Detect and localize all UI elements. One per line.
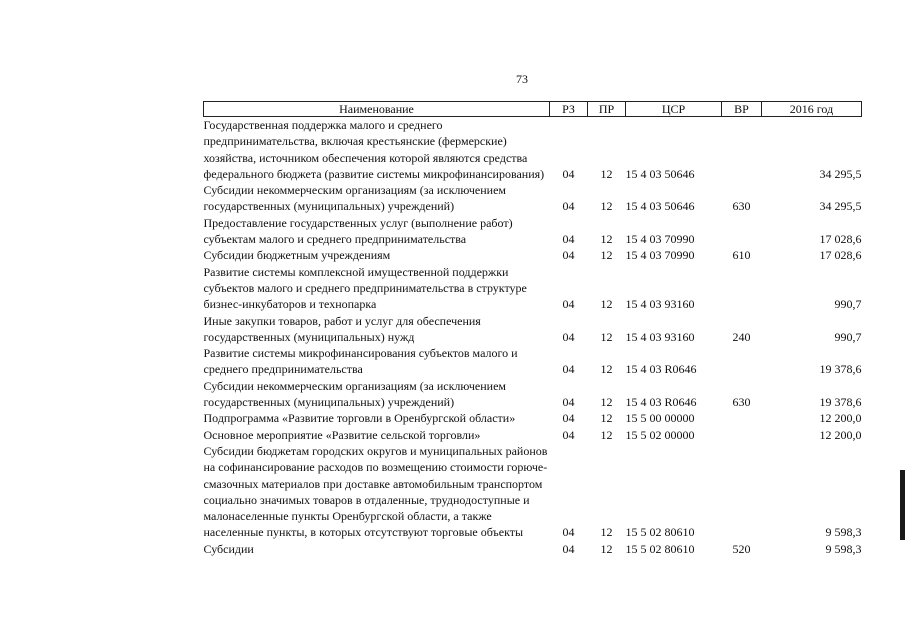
row-pr: 12 <box>600 297 613 312</box>
row-pr: 12 <box>600 362 613 377</box>
row-csr: 15 4 03 50646 <box>625 199 695 214</box>
row-name: Основное мероприятие «Развитие сельской торговли» <box>203 427 481 442</box>
row-name: Развитие системы микрофинансирования субъектов малого и среднего предпринимательства <box>203 346 518 377</box>
row-vr: 630 <box>732 395 751 410</box>
row-pr: 12 <box>600 395 613 410</box>
header-vr: ВР <box>722 102 762 117</box>
row-rz: 04 <box>562 427 575 442</box>
row-vr: 630 <box>732 199 751 214</box>
row-pr: 12 <box>600 411 613 426</box>
table-row <box>204 182 862 215</box>
row-vr <box>722 345 762 378</box>
table-row <box>204 215 862 248</box>
header-name: Наименование <box>204 102 550 117</box>
row-sum: 19 378,6 <box>819 395 862 410</box>
row-pr: 12 <box>600 232 613 247</box>
header-rz: РЗ <box>550 102 588 117</box>
row-sum: 17 028,6 <box>819 232 862 247</box>
row-sum: 12 200,0 <box>819 411 862 426</box>
row-csr: 15 4 03 50646 <box>625 166 695 181</box>
row-csr: 15 4 03 R0646 <box>625 395 697 410</box>
row-rz: 04 <box>562 248 575 263</box>
row-sum: 34 295,5 <box>819 166 862 181</box>
row-sum: 34 295,5 <box>819 199 862 214</box>
page-number: 73 <box>516 72 528 86</box>
header-sum: 2016 год <box>762 102 862 117</box>
row-sum: 17 028,6 <box>819 248 862 263</box>
row-csr: 15 5 02 80610 <box>625 525 695 540</box>
row-csr: 15 4 03 70990 <box>625 232 695 247</box>
row-vr: 520 <box>732 541 751 556</box>
row-pr: 12 <box>600 329 613 344</box>
table-row <box>204 264 862 313</box>
row-rz: 04 <box>562 166 575 181</box>
row-vr <box>722 215 762 248</box>
row-pr: 12 <box>600 541 613 556</box>
row-csr: 15 5 02 00000 <box>625 427 695 442</box>
row-name: Развитие системы комплексной имущественной поддержки субъектов малого и среднего предпринимательства в структуре бизнес-инкубаторов и технопарка <box>203 264 527 312</box>
row-sum: 990,7 <box>834 329 862 344</box>
row-name: Государственная поддержка малого и среднего предпринимательства, включая крестьянские (фермерские) хозяйства, источником обеспечения которой являются средства федерального бюджета (развитие системы микрофинансирования) <box>203 118 545 181</box>
table-row <box>204 541 862 557</box>
row-sum: 9 598,3 <box>825 525 862 540</box>
row-name: Субсидии некоммерческим организациям (за исключением государственных (муниципальных) учреждений) <box>203 378 507 410</box>
row-rz: 04 <box>562 329 575 344</box>
table-row <box>204 345 862 378</box>
row-name: Субсидии <box>203 541 254 556</box>
row-pr: 12 <box>600 427 613 442</box>
table-header-row <box>204 102 862 117</box>
table-row <box>204 410 862 426</box>
row-rz: 04 <box>562 411 575 426</box>
row-name: Субсидии бюджетным учреждениям <box>203 248 391 263</box>
row-pr: 12 <box>600 525 613 540</box>
header-csr: ЦСР <box>626 102 722 117</box>
row-sum: 12 200,0 <box>819 427 862 442</box>
row-sum: 9 598,3 <box>825 541 862 556</box>
table-row <box>204 427 862 443</box>
row-rz: 04 <box>562 525 575 540</box>
row-pr: 12 <box>600 199 613 214</box>
table-row <box>204 378 862 411</box>
row-pr: 12 <box>600 166 613 181</box>
row-csr: 15 4 03 70990 <box>625 248 695 263</box>
row-rz: 04 <box>562 362 575 377</box>
row-vr <box>722 443 762 541</box>
row-rz: 04 <box>562 541 575 556</box>
row-csr: 15 5 00 00000 <box>625 411 695 426</box>
row-csr: 15 5 02 80610 <box>625 541 695 556</box>
row-name: Субсидии некоммерческим организациям (за исключением государственных (муниципальных) учреждений) <box>203 183 507 214</box>
row-vr: 240 <box>732 329 751 344</box>
table-row <box>204 313 862 346</box>
table-row <box>204 247 862 263</box>
row-vr: 610 <box>732 248 751 263</box>
row-sum: 19 378,6 <box>819 362 862 377</box>
row-name: Предоставление государственных услуг (выполнение работ) субъектам малого и среднего предпринимательства <box>203 215 513 247</box>
row-rz: 04 <box>562 232 575 247</box>
row-csr: 15 4 03 93160 <box>625 329 695 344</box>
budget-table <box>203 101 862 557</box>
row-name: Субсидии бюджетам городских округов и муниципальных районов на софинансирование расходов по возмещению стоимости горюче-смазочных материалов при доставке автомобильным транспортом социально значимых товаров в отдаленные, труднодоступные и малонаселенные пункты Оренбургской области, а также населенные пункты, в которых отсутствуют торговые объекты <box>203 443 548 540</box>
row-name: Иные закупки товаров, работ и услуг для обеспечения государственных (муниципальных) нужд <box>203 313 481 344</box>
row-vr <box>722 264 762 313</box>
row-sum: 990,7 <box>834 297 862 312</box>
row-csr: 15 4 03 93160 <box>625 297 695 312</box>
header-pr: ПР <box>588 102 626 117</box>
row-rz: 04 <box>562 199 575 214</box>
row-vr <box>722 117 762 183</box>
scan-edge-mark <box>900 470 905 540</box>
row-csr: 15 4 03 R0646 <box>625 362 697 377</box>
row-rz: 04 <box>562 297 575 312</box>
row-vr <box>722 410 762 426</box>
row-name: Подпрограмма «Развитие торговли в Оренбургской области» <box>203 411 516 426</box>
row-rz: 04 <box>562 395 575 410</box>
table-row <box>204 443 862 541</box>
table-row <box>204 117 862 183</box>
row-pr: 12 <box>600 248 613 263</box>
row-vr <box>722 427 762 443</box>
